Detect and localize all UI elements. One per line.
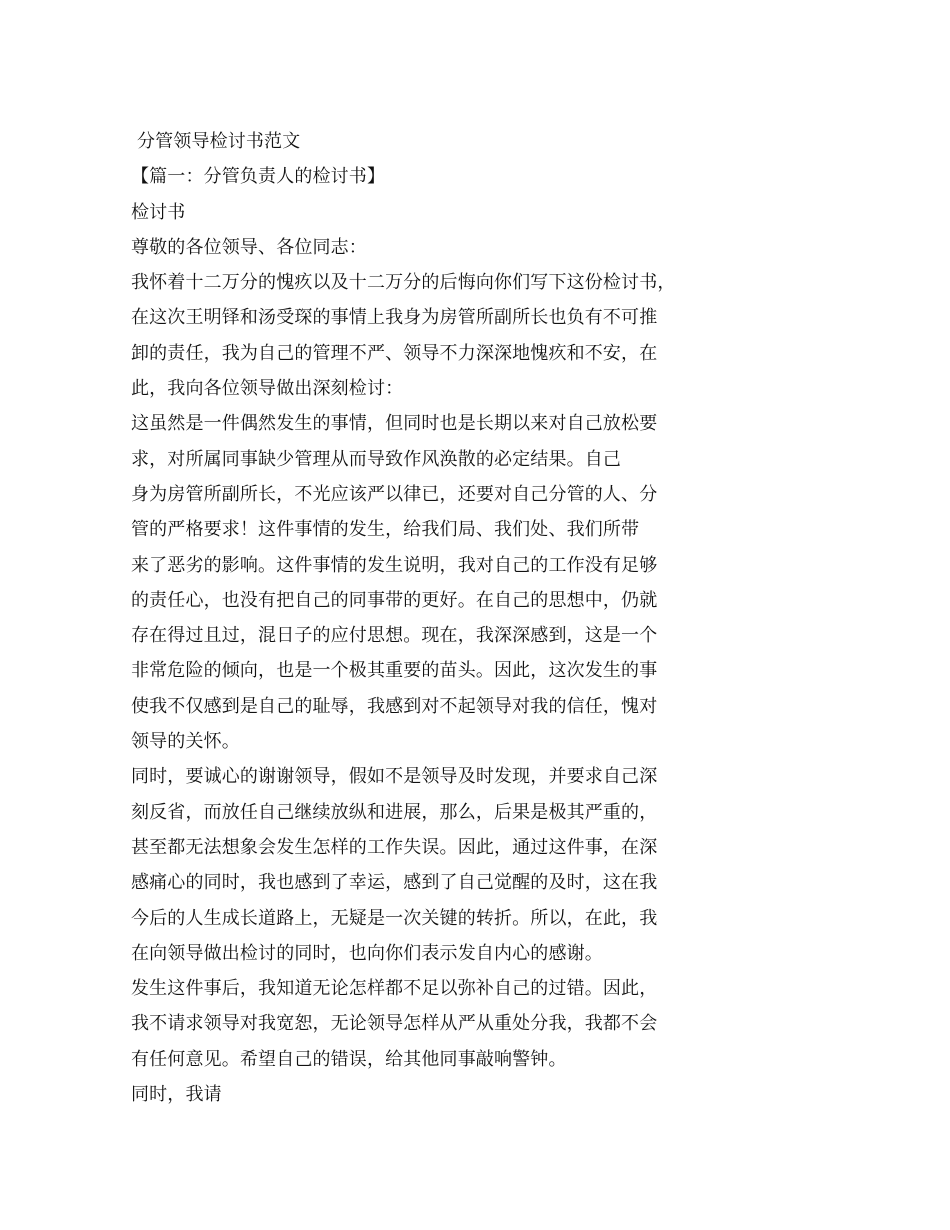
text-line: 此，我向各位领导做出深刻检讨： <box>131 378 404 400</box>
text-line: 卸的责任，我为自己的管理不严、领导不力深深地愧疚和不安，在 <box>131 342 658 364</box>
text-line: 身为房管所副所长，不光应该严以律已，还要对自己分管的人、分 <box>131 483 658 505</box>
text-line: 这虽然是一件偶然发生的事情，但同时也是长期以来对自己放松要 <box>131 413 658 435</box>
text-line: 在向领导做出检讨的同时，也向你们表示发自内心的感谢。 <box>131 942 603 964</box>
text-line: 存在得过且过，混日子的应付思想。现在，我深深感到，这是一个 <box>131 625 658 647</box>
text-line: 的责任心，也没有把自己的同事带的更好。在自己的思想中，仍就 <box>131 589 658 611</box>
text-line: 使我不仅感到是自己的耻辱，我感到对不起领导对我的信任，愧对 <box>131 695 658 717</box>
text-line: 管的严格要求！这件事情的发生，给我们局、我们处、我们所带 <box>131 519 640 541</box>
text-line: 我怀着十二万分的愧疚以及十二万分的后悔向你们写下这份检讨书， <box>131 272 676 294</box>
document-page <box>131 124 691 1112</box>
text-line: 来了恶劣的影响。这件事情的发生说明，我对自己的工作没有足够 <box>131 554 658 576</box>
text-line: 发生这件事后，我知道无论怎样都不足以弥补自己的过错。因此， <box>131 978 658 1000</box>
text-line: 同时，要诚心的谢谢领导，假如不是领导及时发现，并要求自己深 <box>131 766 658 788</box>
text-line: 今后的人生成长道路上，无疑是一次关键的转折。所以，在此，我 <box>131 907 658 929</box>
text-line: 非常危险的倾向，也是一个极其重要的苗头。因此，这次发生的事 <box>131 660 658 682</box>
greeting: 尊敬的各位领导、各位同志： <box>131 236 367 258</box>
document-title: 分管领导检讨书范文 <box>137 131 301 152</box>
text-line: 感痛心的同时，我也感到了幸运，感到了自己觉醒的及时，这在我 <box>131 872 658 894</box>
text-line: 甚至都无法想象会发生怎样的工作失误。因此，通过这件事，在深 <box>131 836 658 858</box>
text-line: 领导的关怀。 <box>131 731 240 753</box>
text-line: 我不请求领导对我宽恕，无论领导怎样从严从重处分我，我都不会 <box>131 1013 658 1035</box>
document-heading: 检讨书 <box>131 201 186 223</box>
section-heading: 【篇一：分管负责人的检讨书】 <box>131 166 386 188</box>
text-line: 求，对所属同事缺少管理从而导致作风涣散的必定结果。自己 <box>131 448 622 470</box>
text-line: 有任何意见。希望自己的错误，给其他同事敲响警钟。 <box>131 1048 567 1070</box>
text-line: 刻反省，而放任自己继续放纵和进展，那么，后果是极其严重的， <box>131 801 658 823</box>
text-line: 同时，我请 <box>131 1084 222 1106</box>
text-line: 在这次王明铎和汤受琛的事情上我身为房管所副所长也负有不可推 <box>131 307 658 329</box>
